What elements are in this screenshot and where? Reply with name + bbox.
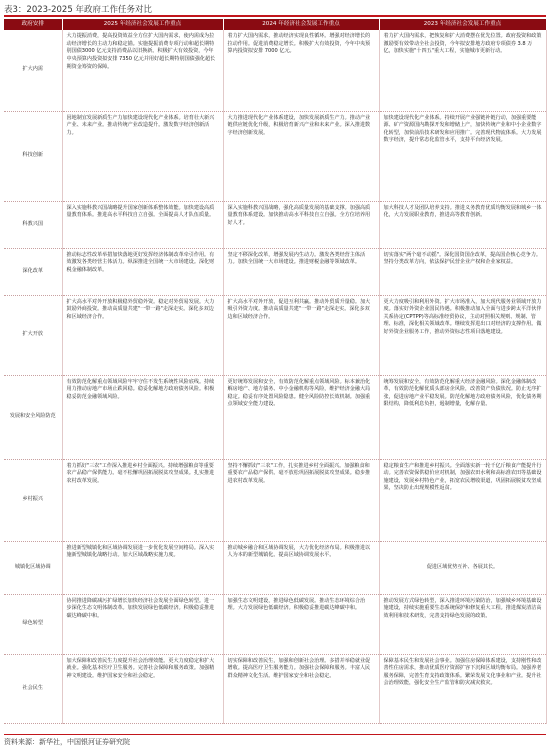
cell-2025: 因地制宜发展新质生产力加快建设现代化产业体系。培育壮大新兴产业、未来产业。推动传统产业改造提升。激发数字经济创新活力。 — [62, 111, 223, 201]
cell-2024: 坚持不懈抓好"三农"工作，扎实推进乡村全面振兴。加强粮食和重要农产品稳产保供。毫不放松巩固拓展脱贫攻坚成果。稳步推进农村改革发展。 — [223, 459, 379, 541]
cell-2025: 扩大高水平对外开放积极稳外贸稳外资。稳定对外贸易发展。大力鼓励外商投资。推动高质量共建"一带一路"走深走实。深化多双边和区域经济合作。 — [62, 295, 223, 375]
cell-2024: 着力扩大国内需求，推动经济实现良性循环。增强对经济增长的拉动作用。促进消费稳定增长。积极扩大有效投资，今年中央预算内投资拟安排 7000 亿元。 — [223, 30, 379, 111]
row-category: 科教兴国 — [4, 201, 62, 248]
cell-2025: 深入实施科教兴国战略提升国家创新体系整体效能。加快建设高质量教育体系。推进高水平科技自立自强。全面提高人才队伍质量。 — [62, 201, 223, 248]
table-row — [4, 30, 546, 111]
header-2023: 2023 年经济社会发展工作重点 — [379, 19, 546, 30]
row-category: 乡村振兴 — [4, 459, 62, 541]
cell-2024: 坚定不移深化改革，增强发展内生动力。激发各类经营主体活力。加快全国统一大市场建设。推进财税金融等领域改革。 — [223, 248, 379, 295]
table-title: 表3：2023-2025 年政府工作任务对比 — [4, 5, 152, 15]
row-category: 社会民生 — [4, 654, 62, 723]
cell-2024: 推动城乡融合和区域协调发展，大力优化经济布局。积极推进以人为本的新型城镇化。提高区域协调发展水平。 — [223, 541, 379, 594]
row-category: 发展和安全风险防范 — [4, 375, 62, 459]
header-2025: 2025 年经济社会发展工作重点 — [62, 19, 223, 30]
table-row — [4, 594, 546, 654]
cell-2023: 稳定粮食生产和推进乡村振兴。全面落实新一轮千亿斤粮食产能提升行动。完善农资保供稳价应对机制，加强农田水利和高标准农田等基础设施建设，发展乡村特色产业，拓宽农民增收渠道，巩固拓展脱贫攻坚成果，坚决防止出现规模性返贫。 — [379, 459, 546, 541]
cell-2025: 推进新型城镇化和区域协调发展进一步优化发展空间格局。深入实施新型城镇化战略行动。加大区域战略实施力度。 — [62, 541, 223, 594]
header-category: 政府安排 — [4, 19, 62, 30]
row-category: 城镇化区域协调 — [4, 541, 62, 594]
row-category: 科技创新 — [4, 111, 62, 201]
table-row — [4, 459, 546, 541]
footer-divider — [4, 734, 546, 735]
cell-2024: 扩大高水平对外开放，促进互利共赢。推动外贸质升量稳。加大吸引外资力度。推动高质量共建"一带一路"走深走实。深化多双边和区域经济合作。 — [223, 295, 379, 375]
header-2024: 2024 年经济社会发展工作重点 — [223, 19, 379, 30]
cell-2023: 切实落实"两个毫不动摇"。深化国资国企改革，提高国企核心竞争力。坚持分类改革方向，依法保护民营企业产权和企业家权益。 — [379, 248, 546, 295]
row-category: 扩大内需 — [4, 30, 62, 111]
source-note: 资料来源：新华社，中国银河证券研究院 — [4, 738, 130, 746]
cell-2024: 加强生态文明建设，推进绿色低碳发展。推动生态环境综合治理。大力发展绿色低碳经济。积极稳妥推进碳达峰碳中和。 — [223, 594, 379, 654]
cell-2025: 加大保障和改善民生力度提升社会治理效能。更大力度稳定和扩大就业。强化基本医疗卫生服务。完善社会保障和服务政策。加强精神文明建设。维护国家安全和社会稳定。 — [62, 654, 223, 723]
cell-2023: 更大力度吸引和利用外资。扩大市场准入，加大现代服务业领域开放力度。落实好外资企业国民待遇。积极推动加入全面与进步跨太平洋伙伴关系协定(CPTPP)等高标准经贸协议，主动对照相关规则、规制、管理、标准，深化相关领域改革。继续发挥进出口对经济的支撑作用。做好外资企业服务工作，推动外资标志性项目落地建设。 — [379, 295, 546, 375]
cell-2023: 保障基本民生和发展社会事业。加强住房保障体系建设，支持刚性和改善性住房需求，推动优质医疗资源扩容下沉和区域均衡布局。加强养老服务保障，完善生育支持政策体系。繁荣发展文化事业和产业。提升社会治理效能，强化安全生产监管和防灾减灾救灾。 — [379, 654, 546, 723]
row-category: 深化改革 — [4, 248, 62, 295]
row-category: 扩大开放 — [4, 295, 62, 375]
cell-2024: 更好统筹发展和安全，有效防范化解重点领域风险。标本兼治化解房地产、地方债务、中小金融机构等风险，维护经济金融大局稳定。稳妥有序处置风险隐患。健全风险防控长效机制。加强重点领域安全能力建设。 — [223, 375, 379, 459]
table-header-row — [4, 19, 546, 30]
cell-2025: 有效防范化解重点领域风险牢牢守住不发生系统性风险底线。持续用力推动房地产市场止跌回稳。稳妥化解地方政府债务风险。积极稳妥防范金融领域风险。 — [62, 375, 223, 459]
cell-2023: 促进区域优势互补、各展其长。 — [379, 541, 546, 594]
cell-2025: 大力提振消费，提高投资效益全方位扩大国内需求，使内需成为拉动经济增长的主动力和稳定锚。实施提振消费专项行动和超长期特别国债3000 亿元支持消费品以旧换新。积极扩大有效投资，今年中央预算内投资拟安排 7350 亿元并用好超长期特别国债强化超长期资金筹资的保障。 — [62, 30, 223, 111]
cell-2023: 加大科技人才及团队培养支持。推进义务教育优质均衡发展和城乡一体化，大力发展职业教育，推进高等教育创新。 — [379, 201, 546, 248]
title-underline — [4, 15, 546, 17]
cell-2024: 深入实施科教兴国战略，强化高质量发展的基础支撑。加强高质量教育体系建设。加快推动高水平科技自立自强。全方位培养用好人才。 — [223, 201, 379, 248]
table-row — [4, 248, 546, 295]
policy-comparison-table — [4, 19, 547, 724]
cell-2024: 大力推进现代化产业体系建设，加快发展新质生产力。推动产业链供应链优化升级，积极培育新兴产业和未来产业。深入推进数字经济创新发展。 — [223, 111, 379, 201]
cell-2023: 加快建设现代化产业体系。持续开展产业强链补链行动，加强重要能源、矿产资源国内勘探开发和增储上产，加快传统产业和中小企业数字化转型，加快前沿技术研发和应用推广。完善现代物流体系。大力发展数字经济，提升常态化监管水平，支持平台经济发展。 — [379, 111, 546, 201]
cell-2024: 切实保障和改善民生，加强和创新社会治理。多措并举稳就业促增收。提高医疗卫生服务能力。加强社会保障和服务。丰富人民群众精神文化生活。维护国家安全和社会稳定。 — [223, 654, 379, 723]
cell-2025: 推动标志性改革举措加快落地更好发挥经济体制改革牵引作用。有效激发各类经营主体活力。纵深推进全国统一大市场建设。深化财税金融体制改革。 — [62, 248, 223, 295]
cell-2023: 统筹发展和安全，有效防范化解重大经济金融风险。深化金融体制改革，有效防范化解优质头部房企风险，改善资产负债状况。防止无序扩张，促进房地产业平稳发展。防范化解地方政府债务风险，优化债务期限结构，降低利息负担，遏制增量，化解存量。 — [379, 375, 546, 459]
table-row — [4, 654, 546, 723]
table-row — [4, 541, 546, 594]
table-row — [4, 111, 546, 201]
table-row — [4, 295, 546, 375]
cell-2025: 着力抓好"三农"工作深入推进乡村全面振兴。持续增强粮食等重要农产品稳产保供能力。毫不松懈巩固拓展脱贫攻坚成果。扎实推进农村改革发展。 — [62, 459, 223, 541]
cell-2025: 协同推进降碳减污扩绿增长加快经济社会发展全面绿色转型。进一步深化生态文明体制改革。加快发展绿色低碳经济。积极稳妥推进碳达峰碳中和。 — [62, 594, 223, 654]
cell-2023: 推动发展方式绿色转型，深入推进环境污染防治，加强城乡环境基础设施建设，持续实施重要生态系统保护和修复重大工程。推进煤炭清洁高效利用和技术研发，完善支持绿色发展的政策。 — [379, 594, 546, 654]
cell-2023: 着力扩大国内需求，把恢复和扩大消费摆在优先位置。政府投资和政策激励要有效带动全社会投资，今年拟安排地方政府专项债券 3.8 万亿，加快实施"十四五"重大工程，实施城市更新行动。 — [379, 30, 546, 111]
table-row — [4, 375, 546, 459]
table-row — [4, 201, 546, 248]
row-category: 绿色转型 — [4, 594, 62, 654]
